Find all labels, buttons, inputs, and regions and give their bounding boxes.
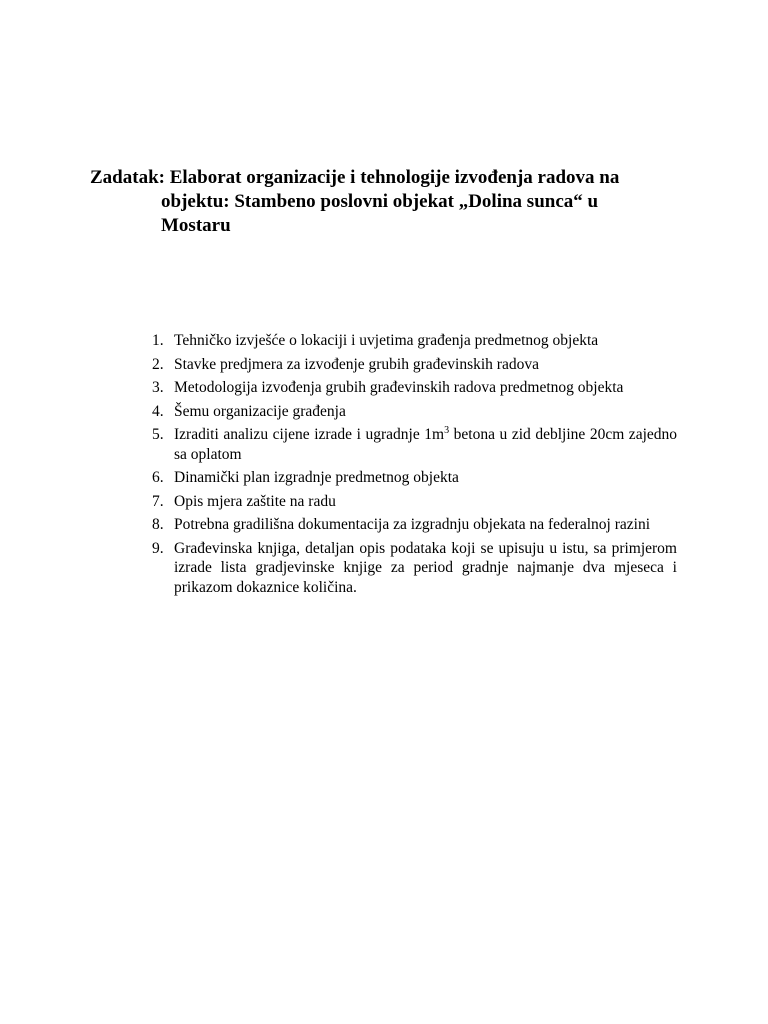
task-number: 6. [152,469,164,486]
task-list [148,331,677,601]
task-number: 8. [152,516,164,533]
task-text: Metodologija izvođenja grubih građevinskih radova predmetnog objekta [174,379,624,396]
task-item-2 [148,355,677,375]
task-text [174,426,677,463]
task-number: 7. [152,492,164,510]
task-text: Tehničko izvješće o lokaciji i uvjetima građenja predmetnog objekta [174,332,599,349]
task-text-before: Izraditi analizu cijene izrade i ugradnje 1m [174,426,445,443]
task-item-9 [148,539,677,598]
task-number: 3. [152,379,164,396]
task-text: Šemu organizacije građenja [174,402,346,420]
task-item-1 [148,331,677,351]
task-item-8 [148,515,677,535]
document-title [90,166,650,238]
task-text: Opis mjera zaštite na radu [174,492,336,510]
task-item-6 [148,468,677,488]
task-text: Stavke predjmera za izvođenje grubih građevinskih radova [174,355,539,373]
task-text: Potrebna gradilišna dokumentacija za izgradnju objekata na federalnoj razini [174,516,650,533]
title-line-1: Zadatak: Elaborat organizacije i tehnologije izvođenja radova na [90,167,620,188]
task-text-after: betona u zid debljine 20cm zajedno sa oplatom [174,426,678,463]
task-item-3 [148,378,677,398]
task-text: Građevinska knjiga, detaljan opis podataka koji se upisuju u istu, sa primjerom izrade lista gradjevinske knjige za period gradnje najmanje dva mjeseca i prikazom dokaznice količina. [174,539,677,596]
task-item-5 [148,425,677,464]
task-number: 9. [152,539,164,557]
superscript-exponent: 3 [444,424,450,436]
task-item-4 [148,402,677,422]
task-number: 2. [152,355,164,373]
task-number: 1. [152,332,164,349]
task-number: 4. [152,402,164,420]
task-number: 5. [152,426,164,443]
task-item-7 [148,492,677,512]
title-line-2: objektu: Stambeno poslovni objekat „Dolina sunca“ u [161,191,599,212]
title-line-3: Mostaru [161,215,231,236]
task-text: Dinamički plan izgradnje predmetnog objekta [174,469,459,486]
